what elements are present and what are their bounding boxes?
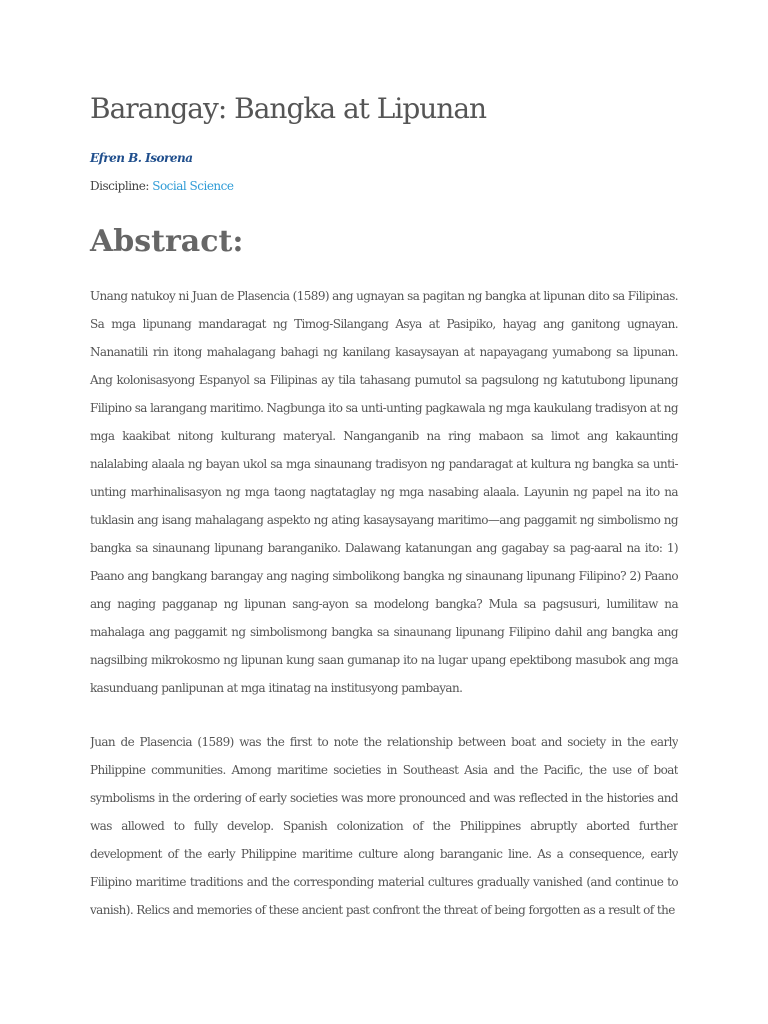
discipline-label: Discipline: (90, 179, 149, 193)
author-name: Efren B. Isorena (90, 151, 193, 165)
abstract-paragraph-filipino: Unang natukoy ni Juan de Plasencia (1589) ang ugnayan sa pagitan ng bangka at lipunan dito sa Filipinas. Sa mga lipunang mandaragat ng Timog-Silangang Asya at Pasipiko, hayag ang ganitong ugnayan. Nananatili rin itong mahalagang bahagi ng kanilang kasaysayan at napayagang yumabong sa lipunan. Ang kolonisasyong Espanyol sa Filipinas ay tila tahasang pumutol sa pagsulong ng katutubong lipunang Filipino sa larangang maritimo. Nagbunga ito sa unti-unting pagkawala ng mga kaukulang tradisyon at ng mga kaakibat nitong kulturang materyal. Nanganganib na ring mabaon sa limot ang kakaunting nalalabing alaala ng bayan ukol sa mga sinaunang tradisyon ng pandaragat at kultura ng bangka sa unti-unting marhinalisasyon ng mga taong nagtataglay ng mga nasabing alaala. Layunin ng papel na ito na tuklasin ang isang mahalagang aspekto ng ating kasaysayang maritimo—ang paggamit ng simbolismo ng bangka sa sinaunang lipunang baranganiko. Dalawang katanungan ang gagabay sa pag-aaral na ito: 1) Paano ang bangkang barangay ang naging simbolikong bangka ng sinaunang lipunang Filipino? 2) Paano ang naging pagganap ng lipunan sang-ayon sa modelong bangka? Mula sa pagsusuri, lumilitaw na mahalaga ang paggamit ng simbolismong bangka sa sinaunang lipunang Filipino dahil ang bangka ang nagsilbing mikrokosmo ng lipunan kung saan gumanap ito na lugar upang epektibong masubok ang mga kasunduang panlipunan at mga itinatag na institusyong pambayan. (90, 289, 678, 695)
page-title: Barangay: Bangka at Lipunan (90, 92, 487, 125)
discipline-link[interactable]: Social Science (152, 179, 234, 193)
abstract-paragraph-english: Juan de Plasencia (1589) was the first to note the relationship between boat and society in the early Philippine communities. Among maritime societies in Southeast Asia and the Pacific, the use of boat symbolisms in the ordering of early societies was more pronounced and was reflected in the histories and was allowed to fully develop. Spanish colonization of the Philippines abruptly aborted further development of the early Philippine maritime culture along baranganic line. As a consequence, early Filipino maritime traditions and the corresponding material cultures gradually vanished (and continue to vanish). Relics and memories of these ancient past confront the threat of being forgotten as a result of the (90, 735, 678, 917)
discipline-line (90, 179, 233, 193)
abstract-heading: Abstract: (90, 224, 244, 259)
